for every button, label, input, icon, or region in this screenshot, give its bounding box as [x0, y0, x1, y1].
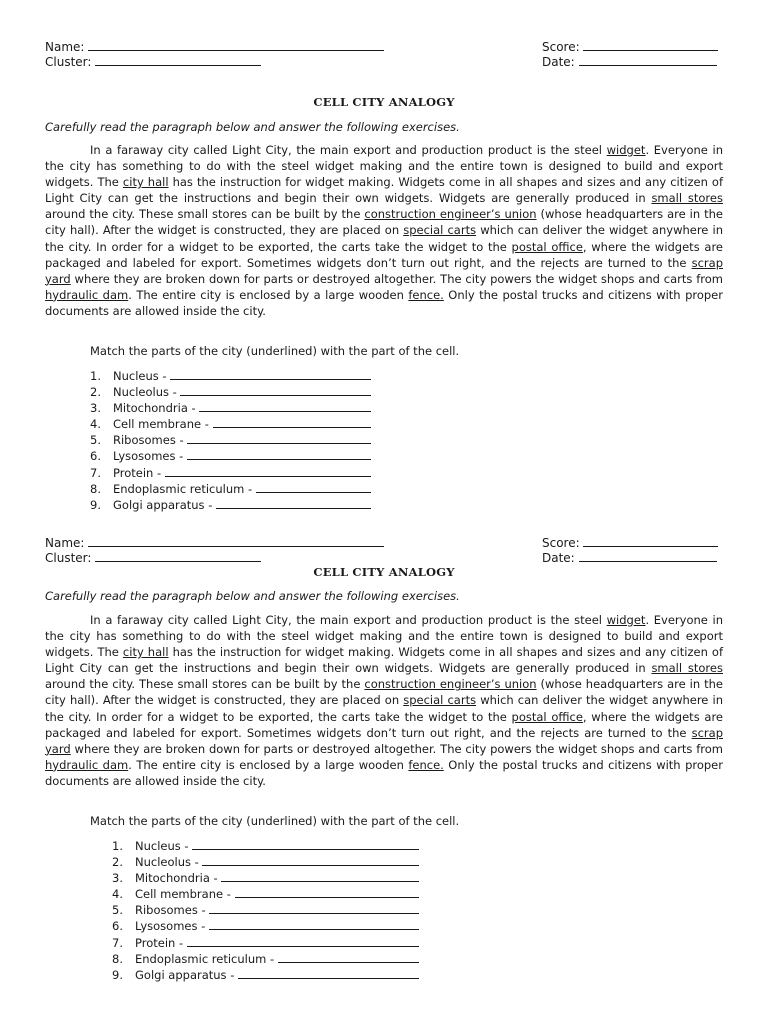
answer-item	[112, 838, 419, 854]
answer-item	[90, 384, 371, 400]
underlined-term: postal office	[511, 709, 583, 724]
underlined-term: widget	[606, 143, 646, 157]
answer-item	[112, 886, 419, 902]
worksheet-title: CELL CITY ANALOGY	[313, 565, 455, 579]
underlined-term: scrap yard	[45, 725, 723, 756]
item-number: 1.	[90, 369, 101, 383]
answer-blank[interactable]	[170, 369, 371, 380]
item-number: 5.	[90, 433, 101, 448]
underlined-term: fence.	[408, 287, 444, 302]
answer-blank[interactable]	[202, 855, 419, 866]
answer-blank[interactable]	[221, 871, 419, 882]
date-label: Date:	[542, 55, 575, 69]
score-label: Score:	[542, 536, 580, 550]
answer-item	[90, 416, 371, 432]
item-label: Nucleus -	[113, 369, 167, 383]
match-prompt: Match the parts of the city (underlined) with the part of the cell.	[90, 344, 460, 358]
name-blank[interactable]	[88, 535, 384, 547]
paragraph-text: where they are broken down for parts or destroyed altogether. The city powers the widget shops and carts from	[70, 741, 723, 756]
cluster-blank[interactable]	[95, 54, 261, 66]
name-blank[interactable]	[88, 39, 384, 51]
worksheet-2	[0, 470, 768, 982]
item-number: 4.	[112, 887, 123, 902]
paragraph-text: . Everyone in the city has something to do with the steel widget making and the entire town is designed to build and export widgets. The	[45, 143, 723, 190]
item-number: 6.	[112, 919, 123, 934]
cluster-label: Cluster:	[45, 55, 92, 69]
item-number: 7.	[112, 935, 123, 950]
paragraph-text: Only the postal trucks and citizens with proper documents are allowed inside the city.	[45, 757, 723, 788]
paragraph-text: Only the postal trucks and citizens with proper documents are allowed inside the city.	[45, 287, 723, 318]
answer-item	[90, 448, 371, 464]
answer-blank[interactable]	[278, 952, 419, 963]
paragraph-text: has the instruction for widget making. Widgets come in all shapes and sizes and any citizen of Light City can get the instructions and begin their own widgets. Widgets are generally produced in	[45, 645, 723, 676]
paragraph-text: . Everyone in the city has something to do with the steel widget making and the entire town is designed to build and export widgets. The	[45, 613, 723, 660]
cluster-label: Cluster:	[45, 551, 92, 565]
answer-blank[interactable]	[187, 936, 419, 947]
answer-blank[interactable]	[192, 839, 419, 850]
paragraph-text: around the city. These small stores can be built by the	[45, 207, 365, 222]
item-label: Endoplasmic reticulum -	[135, 951, 275, 966]
paragraph-text: , where the widgets are packaged and labeled for export. Sometimes widgets don’t turn out right, and the rejects are turned to the	[45, 239, 723, 270]
answer-blank[interactable]	[238, 968, 419, 979]
underlined-term: special carts	[403, 223, 477, 238]
underlined-term: special carts	[403, 693, 477, 708]
item-label: Nucleus -	[135, 839, 189, 853]
item-number: 8.	[112, 951, 123, 966]
item-number: 2.	[90, 385, 101, 400]
answer-list	[112, 838, 419, 983]
story-paragraph	[45, 612, 723, 789]
item-number: 3.	[112, 871, 123, 886]
item-number: 4.	[90, 417, 101, 432]
item-label: Cell membrane -	[135, 887, 231, 902]
item-number: 9.	[112, 967, 123, 982]
cluster-blank[interactable]	[95, 550, 261, 562]
underlined-term: city hall	[122, 645, 169, 660]
paragraph-text: around the city. These small stores can be built by the	[45, 677, 365, 692]
item-label: Golgi apparatus -	[135, 967, 235, 982]
paragraph-text: In a faraway city called Light City, the main export and production product is the steel	[90, 613, 607, 627]
answer-blank[interactable]	[235, 887, 419, 898]
paragraph-text: (whose headquarters are in the city hall). After the widget is constructed, they are placed on	[45, 677, 723, 708]
worksheet-title: CELL CITY ANALOGY	[313, 95, 455, 109]
item-number: 5.	[112, 903, 123, 918]
item-label: Cell membrane -	[113, 417, 209, 432]
item-label: Lysosomes -	[135, 919, 206, 934]
underlined-term: construction engineer’s union	[364, 207, 537, 222]
instructions: Carefully read the paragraph below and answer the following exercises.	[45, 120, 460, 134]
item-label: Ribosomes -	[135, 903, 206, 918]
underlined-term: fence.	[408, 757, 444, 772]
item-number: 2.	[112, 855, 123, 870]
answer-item	[112, 918, 419, 934]
instructions: Carefully read the paragraph below and answer the following exercises.	[45, 589, 460, 603]
item-label: Protein -	[113, 465, 162, 480]
paragraph-text: (whose headquarters are in the city hall). After the widget is constructed, they are placed on	[45, 207, 723, 238]
underlined-term: hydraulic dam	[45, 757, 129, 772]
date-blank[interactable]	[579, 550, 717, 562]
answer-blank[interactable]	[187, 449, 371, 460]
answer-item	[112, 967, 419, 983]
underlined-term: small stores	[651, 661, 723, 676]
answer-item	[90, 368, 371, 384]
underlined-term: small stores	[651, 191, 723, 206]
date-label: Date:	[542, 551, 575, 565]
item-label: Golgi apparatus -	[113, 497, 213, 512]
answer-blank[interactable]	[187, 433, 371, 444]
underlined-term: widget	[606, 613, 646, 627]
item-label: Lysosomes -	[113, 449, 184, 464]
item-label: Nucleolus -	[135, 855, 199, 870]
item-number: 8.	[90, 481, 101, 496]
item-label: Mitochondria -	[135, 871, 218, 886]
name-label: Name:	[45, 40, 85, 54]
story-paragraph	[45, 142, 723, 319]
paragraph-text: , where the widgets are packaged and labeled for export. Sometimes widgets don’t turn out right, and the rejects are turned to the	[45, 709, 723, 740]
item-number: 1.	[112, 839, 123, 853]
item-label: Endoplasmic reticulum -	[113, 481, 253, 496]
underlined-term: postal office	[511, 239, 583, 254]
item-label: Protein -	[135, 935, 184, 950]
paragraph-text: has the instruction for widget making. Widgets come in all shapes and sizes and any citizen of Light City can get the instructions and begin their own widgets. Widgets are generally produced in	[45, 175, 723, 206]
answer-item	[112, 902, 419, 918]
item-number: 6.	[90, 449, 101, 464]
answer-blank[interactable]	[180, 385, 371, 396]
paragraph-text: where they are broken down for parts or destroyed altogether. The city powers the widget shops and carts from	[70, 271, 723, 286]
score-blank[interactable]	[583, 535, 718, 547]
answer-item	[112, 935, 419, 951]
score-blank[interactable]	[583, 39, 718, 51]
underlined-term: scrap yard	[45, 255, 723, 286]
item-label: Nucleolus -	[113, 385, 177, 400]
answer-blank[interactable]	[209, 903, 419, 914]
score-label: Score:	[542, 40, 580, 54]
paragraph-text: . The entire city is enclosed by a large wooden	[128, 757, 409, 772]
date-blank[interactable]	[579, 54, 717, 66]
answer-blank[interactable]	[209, 919, 419, 930]
paragraph-text: . The entire city is enclosed by a large wooden	[128, 287, 409, 302]
underlined-term: construction engineer’s union	[364, 677, 537, 692]
answer-item	[90, 432, 371, 448]
answer-item	[90, 400, 371, 416]
name-label: Name:	[45, 536, 85, 550]
item-number: 9.	[90, 497, 101, 512]
answer-blank[interactable]	[199, 401, 371, 412]
item-label: Ribosomes -	[113, 433, 184, 448]
answer-item	[112, 951, 419, 967]
answer-item	[112, 854, 419, 870]
underlined-term: hydraulic dam	[45, 287, 129, 302]
item-number: 3.	[90, 401, 101, 416]
item-number: 7.	[90, 465, 101, 480]
paragraph-text: In a faraway city called Light City, the main export and production product is the steel	[90, 143, 607, 157]
answer-item	[112, 870, 419, 886]
match-prompt: Match the parts of the city (underlined) with the part of the cell.	[90, 814, 460, 828]
answer-blank[interactable]	[213, 417, 371, 428]
paragraph-text: which can deliver the widget anywhere in the city. In order for a widget to be exported, the carts take the widget to the	[45, 693, 723, 724]
paragraph-text: which can deliver the widget anywhere in the city. In order for a widget to be exported, the carts take the widget to the	[45, 223, 723, 254]
underlined-term: city hall	[122, 175, 169, 190]
item-label: Mitochondria -	[113, 401, 196, 416]
